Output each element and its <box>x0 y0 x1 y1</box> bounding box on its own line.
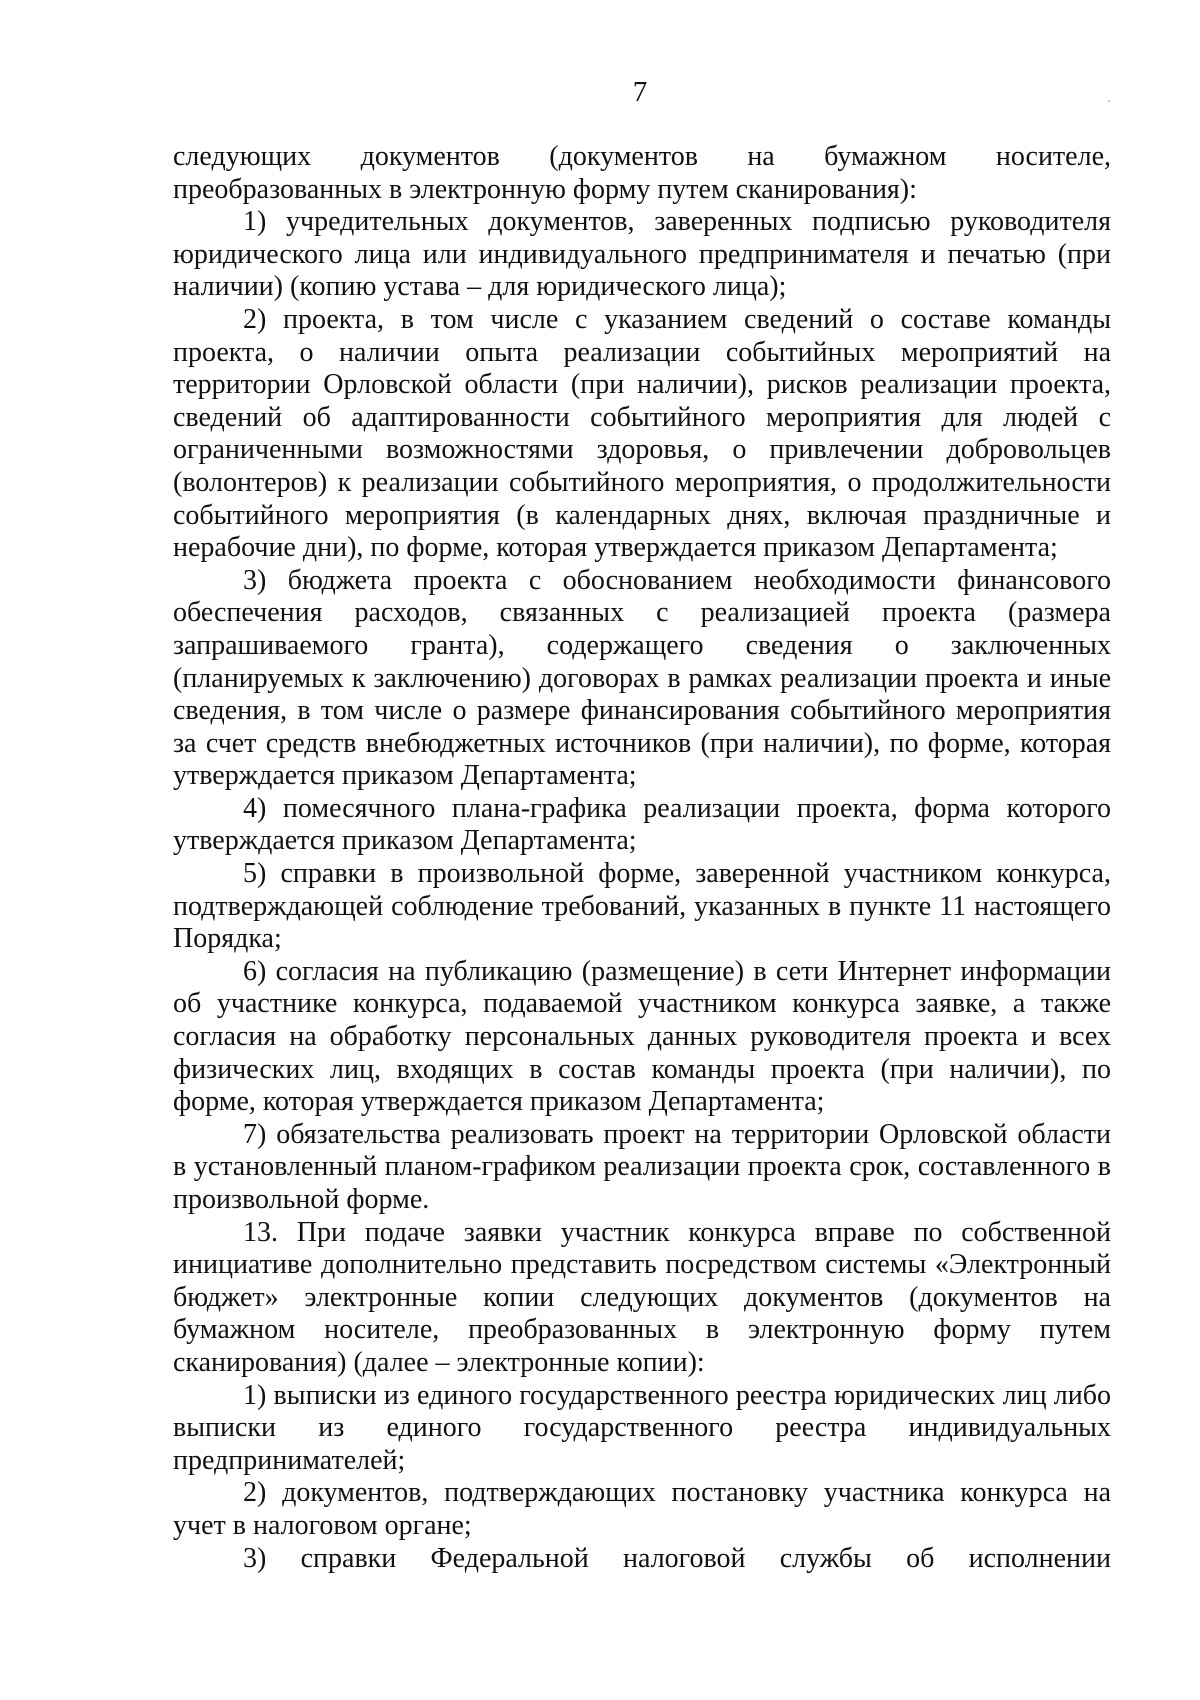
document-body <box>173 141 1111 1575</box>
paragraph-item-6: 6) согласия на публикацию (размещение) в сети Интернет информации об участнике конкурса, подаваемой участником конкурса заявке, а также согласия на обработку персональных данных руководителя проекта и всех физических лиц, входящих в состав команды проекта (при наличии), по форме, которая утверждается приказом Департамента; <box>173 955 1111 1118</box>
paragraph-continuation: следующих документов (документов на бумажном носителе, преобразованных в электронную форму путем сканирования): <box>173 141 1111 205</box>
paragraph-item-13-1: 1) выписки из единого государственного реестра юридических лиц либо выписки из единого государственного реестра индивидуальных предпринимателей; <box>173 1379 1111 1476</box>
paragraph-item-13-2: 2) документов, подтверждающих постановку участника конкурса на учет в налоговом органе; <box>173 1477 1111 1541</box>
paragraph-item-13-3: 3) справки Федеральной налоговой службы об исполнении <box>243 1542 1111 1574</box>
paragraph-section-13: 13. При подаче заявки участник конкурса вправе по собственной инициативе дополнительно представить посредством системы «Электронный бюджет» электронные копии следующих документов (документов на бумажном носителе, преобразованных в электронную форму путем сканирования) (далее – электронные копии): <box>173 1216 1111 1378</box>
scan-artifact <box>1108 100 1110 102</box>
paragraph-item-4: 4) помесячного плана-графика реализации проекта, форма которого утверждается приказом Департамента; <box>173 792 1111 857</box>
paragraph-item-3: 3) бюджета проекта с обоснованием необходимости финансового обеспечения расходов, связанных с реализацией проекта (размера запрашиваемого гранта), содержащего сведения о заключенных (планируемых к заключению) договорах в рамках реализации проекта и иные сведения, в том числе о размере финансирования событийного мероприятия за счет средств внебюджетных источников (при наличии), по форме, которая утверждается приказом Департамента; <box>173 564 1111 792</box>
page-number: 7 <box>632 76 648 108</box>
paragraph-item-2: 2) проекта, в том числе с указанием сведений о составе команды проекта, о наличии опыта реализации событийных мероприятий на территории Орловской области (при наличии), рисков реализации проекта, сведений об адаптированности событийного мероприятия для людей с ограниченными возможностями здоровья, о привлечении добровольцев (волонтеров) к реализации событийного мероприятия, о продолжительности событийного мероприятия (в календарных днях, включая праздничные и нерабочие дни), по форме, которая утверждается приказом Департамента; <box>173 303 1111 564</box>
paragraph-item-5: 5) справки в произвольной форме, заверенной участником конкурса, подтверждающей соблюдение требований, указанных в пункте 11 настоящего Порядка; <box>173 858 1111 955</box>
paragraph-item-7: 7) обязательства реализовать проект на территории Орловской области в установленный планом-графиком реализации проекта срок, составленного в произвольной форме. <box>173 1118 1111 1215</box>
paragraph-item-1: 1) учредительных документов, заверенных подписью руководителя юридического лица или индивидуального предпринимателя и печатью (при наличии) (копию устава – для юридического лица); <box>173 206 1111 303</box>
